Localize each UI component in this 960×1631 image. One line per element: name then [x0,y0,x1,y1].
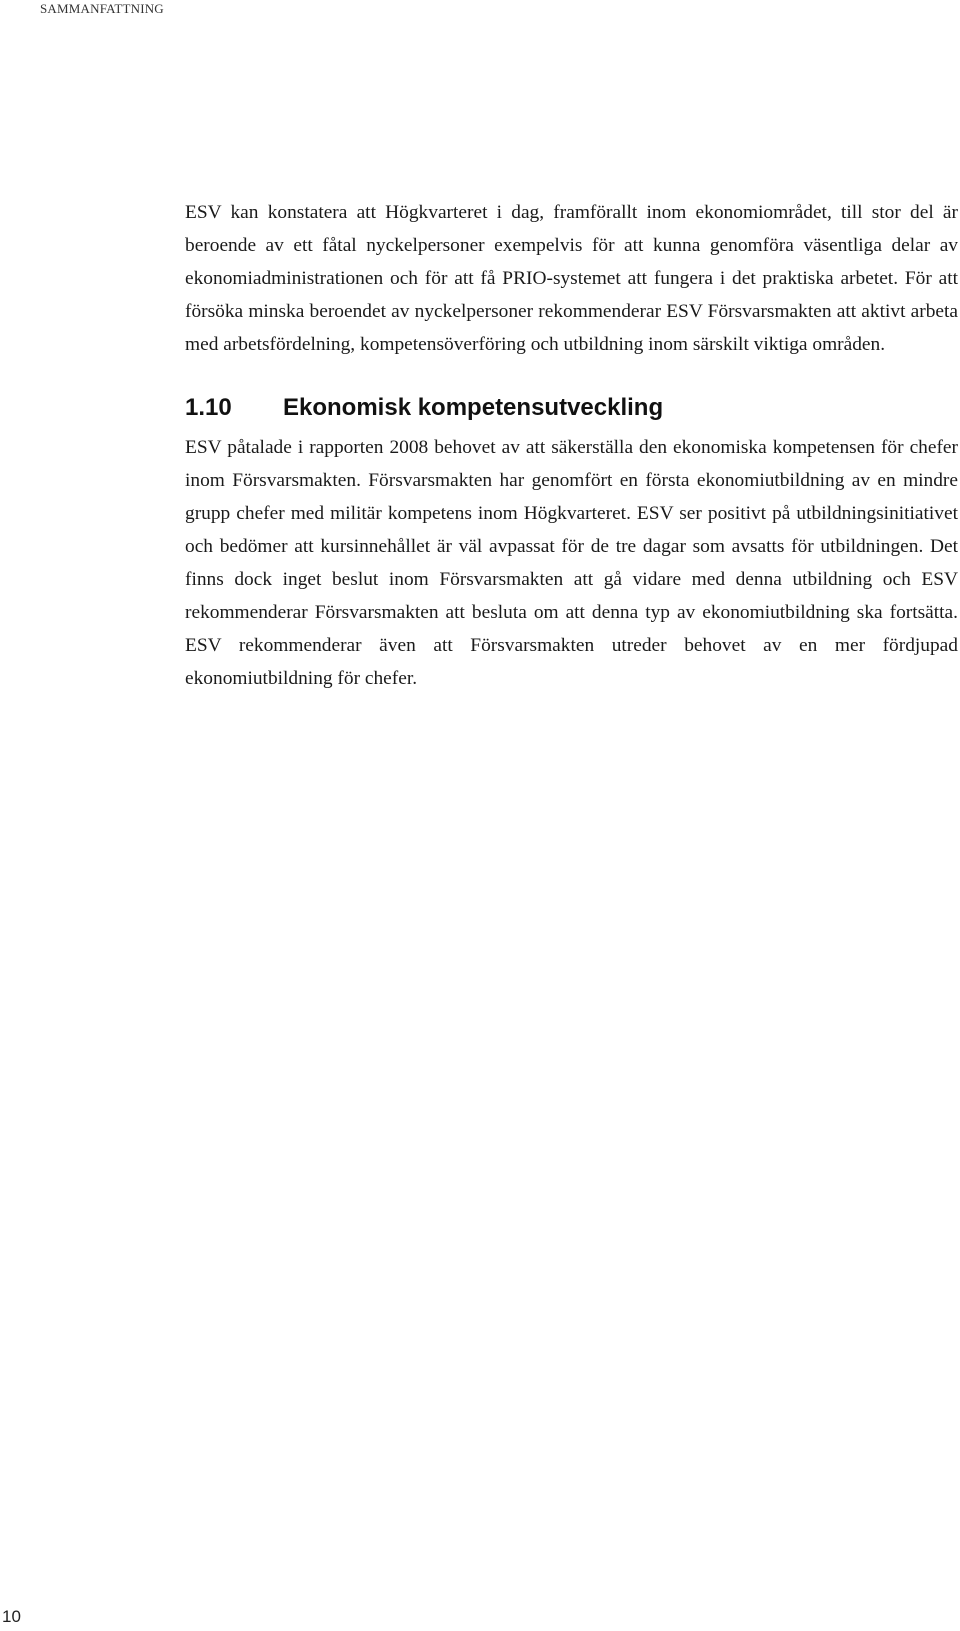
page-body [185,196,958,695]
section-number: 1.10 [185,394,232,421]
page-number: 10 [2,1607,21,1626]
section-title: Ekonomisk kompetensutveckling [283,394,664,421]
section-heading [185,385,958,431]
section-paragraph: ESV påtalade i rapporten 2008 behovet av att säkerställa den ekonomiska kompetensen för chefer inom Försvarsmakten. Försvarsmakten har genomfört en första ekonomiutbildning av en mindre grupp chefer med militär kompetens inom Högkvarteret. ESV ser positivt på utbildningsinitiativet och bedömer att kursinnehållet är väl avpassat för de tre dagar som avsatts för utbildningen. Det finns dock inget beslut inom Försvarsmakten att gå vidare med denna utbildning och ESV rekommenderar Försvarsmakten att besluta om att denna typ av ekonomiutbildning ska fortsätta. ESV rekommenderar även att Försvarsmakten utreder behovet av en mer fördjupad ekonomiutbildning för chefer. [185,437,958,689]
intro-paragraph: ESV kan konstatera att Högkvarteret i dag, framförallt inom ekonomiområdet, till stor del är beroende av ett fåtal nyckelpersoner exempelvis för att kunna genomföra väsentliga delar av ekonomiadministrationen och för att få PRIO-systemet att fungera i det praktiska arbetet. För att försöka minska beroendet av nyckelpersoner rekommenderar ESV Försvarsmakten att aktivt arbeta med arbetsfördelning, kompetensöverföring och utbildning inom särskilt viktiga områden. [185,202,958,355]
running-header: SAMMANFATTNING [40,1,164,16]
